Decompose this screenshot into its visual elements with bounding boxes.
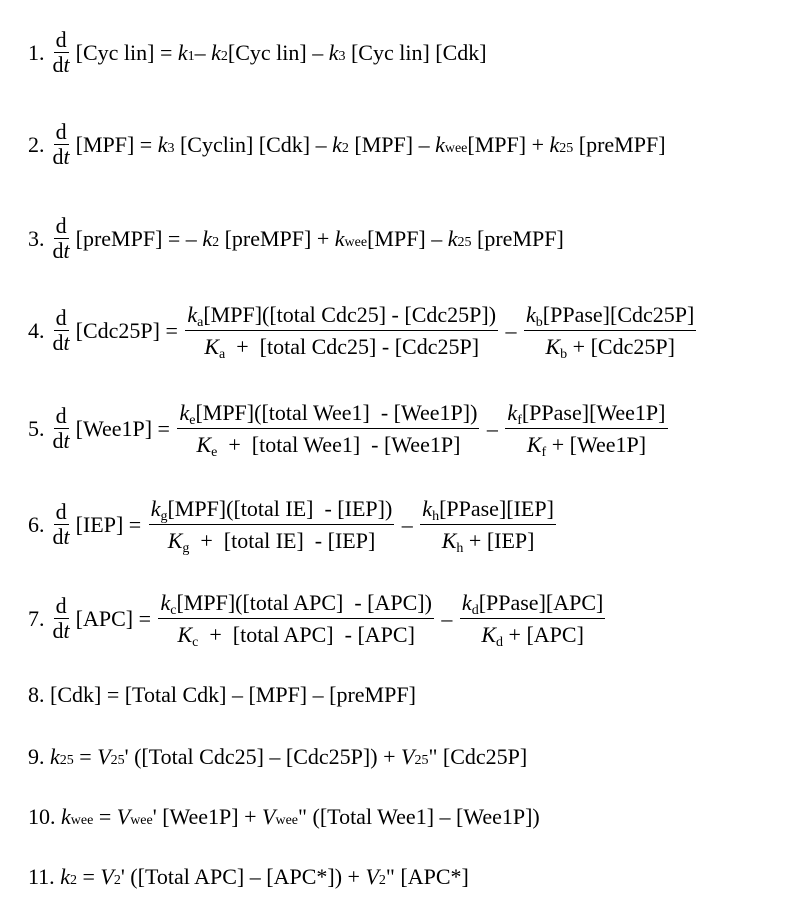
- equation-number: 4.: [28, 317, 45, 343]
- equation-1: 1. d dt [Cyc lin] = k 1 – k 2 [Cyc lin] – k 3 [Cyc lin] [Cdk]: [28, 27, 487, 77]
- equation-4: 4. d dt [Cdc25P] = $\frac{\text{ka[MPF]([total Cdc25] - [Cdc25P])}}{\text{Ka + [total Cdc25] - [Cdc25P]}}$ – $\frac{\text{kb[PPase][Cdc25P]}}{\text{Kb + [Cdc25P]}}$: [28, 302, 695, 363]
- fraction-term-2: $\frac{\text{kb[PPase][Cdc25P]}}{\text{Kb + [Cdc25P]}}$: [526, 302, 695, 363]
- equation-number: 10.: [28, 804, 56, 829]
- equation-11: 11. k 2 = V 2 ' ([Total APC] – [APC*]) + V 2 " [APC*]: [28, 864, 469, 889]
- equation-number: 11.: [28, 864, 55, 889]
- equation-5: 5. d dt [Wee1P] = $\frac{\text{ke[MPF]([total Wee1] - [Wee1P])}}{\text{Ke + [total Wee1] - [Wee1P]}}$ – $\frac{\text{kf[PPase][Wee1P]}}{\text{Kf + [Wee1P]}}$: [28, 400, 666, 461]
- equation-6: 6. d dt [IEP] = $\frac{\text{kg[MPF]([total IE] - [IEP])}}{\text{Kg + [total IE] - [IEP]}}$ – $\frac{\text{kh[PPase][IEP]}}{\text{Kh + [IEP]}}$: [28, 496, 554, 557]
- equation-number: 6.: [28, 511, 45, 537]
- fraction-term-1: $\frac{\text{kg[MPF]([total IE] - [IEP])}}{\text{Kg + [total IE] - [IEP]}}$: [150, 496, 393, 557]
- equation-number: 8.: [28, 682, 45, 707]
- derivative-operator: d dt: [52, 305, 70, 356]
- equation-number: 7.: [28, 605, 45, 631]
- equation-body: [Cdk] = [Total Cdk] – [MPF] – [preMPF]: [44, 682, 416, 707]
- fraction-term-2: $\frac{\text{kd[PPase][APC]}}{\text{Kd + [APC]}}$: [461, 590, 604, 651]
- equation-number: 5.: [28, 415, 45, 441]
- derivative-operator: d dt: [52, 403, 70, 454]
- equation-9: 9. k 25 = V 25 ' ([Total Cdc25] – [Cdc25P]) + V 25 " [Cdc25P]: [28, 744, 528, 769]
- equation-number: 2.: [28, 131, 45, 157]
- equation-2: 2. d dt [MPF] = k 3 [Cyclin] [Cdk] – k 2 [MPF] – k wee [MPF] + k 25 [preMPF]: [28, 119, 666, 169]
- equation-7: 7. d dt [APC] = $\frac{\text{kc[MPF]([total APC] - [APC])}}{\text{Kc + [total APC] - [APC]}}$ – $\frac{\text{kd[PPase][APC]}}{\text{Kd + [APC]}}$: [28, 590, 604, 651]
- derivative-operator: d dt: [52, 213, 70, 263]
- equation-lhs: [Cyc lin] =: [75, 39, 173, 65]
- equation-number: 3.: [28, 225, 45, 251]
- equation-lhs: [Cdc25P] =: [75, 317, 184, 343]
- equation-lhs: [preMPF] = –: [75, 225, 203, 251]
- equation-number: 9.: [28, 744, 45, 769]
- equation-lhs: [IEP] =: [75, 511, 147, 537]
- derivative-operator: d dt: [52, 593, 70, 644]
- equation-lhs: [MPF] =: [75, 131, 158, 157]
- fraction-term-1: $\frac{\text{kc[MPF]([total APC] - [APC])}}{\text{Kc + [total APC] - [APC]}}$: [160, 590, 432, 651]
- equation-number: 1.: [28, 39, 45, 65]
- fraction-term-2: $\frac{\text{kh[PPase][IEP]}}{\text{Kh + [IEP]}}$: [422, 496, 554, 557]
- fraction-term-1: $\frac{\text{ka[MPF]([total Cdc25] - [Cdc25P])}}{\text{Ka + [total Cdc25] - [Cdc25P]}}$: [187, 302, 497, 363]
- derivative-operator: d dt: [52, 27, 70, 77]
- fraction-term-1: $\frac{\text{ke[MPF]([total Wee1] - [Wee1P])}}{\text{Ke + [total Wee1] - [Wee1P]}}$: [179, 400, 478, 461]
- equation-8: [28, 682, 416, 708]
- equation-10: 10. k wee = V wee ' [Wee1P] + V wee " ([Total Wee1] – [Wee1P]): [28, 804, 540, 829]
- equation-3: 3. d dt [preMPF] = – k 2 [preMPF] + k wee [MPF] – k 25 [preMPF]: [28, 213, 564, 263]
- derivative-operator: d dt: [52, 499, 70, 550]
- equation-lhs: [Wee1P] =: [75, 415, 176, 441]
- derivative-operator: d dt: [52, 119, 70, 169]
- equation-lhs: [APC] =: [75, 605, 157, 631]
- fraction-term-2: $\frac{\text{kf[PPase][Wee1P]}}{\text{Kf + [Wee1P]}}$: [507, 400, 666, 461]
